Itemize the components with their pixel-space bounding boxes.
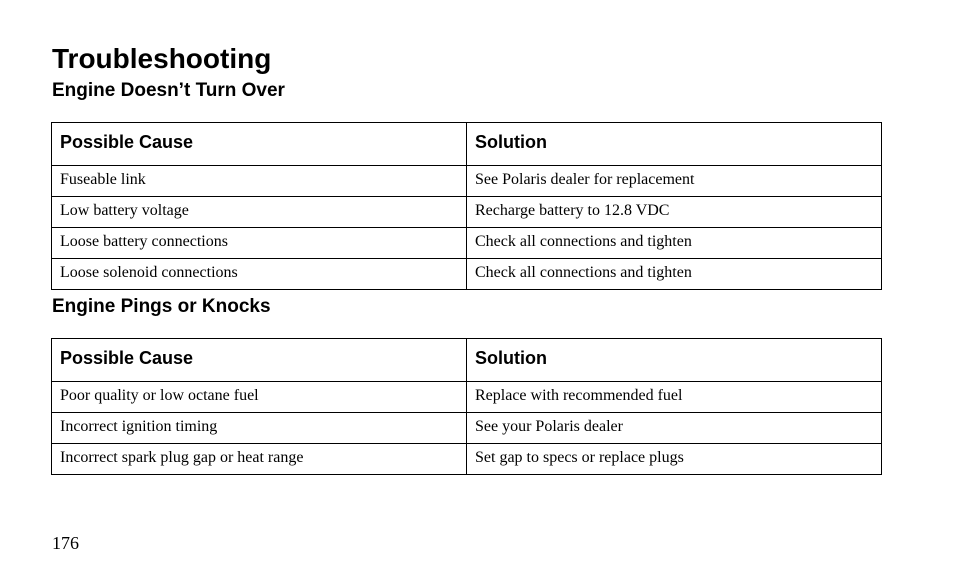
cause-cell: Fuseable link	[52, 166, 467, 197]
table-header-row	[52, 123, 882, 166]
solution-cell: Check all connections and tighten	[467, 259, 882, 290]
column-header-possible-cause: Possible Cause	[52, 339, 467, 382]
column-header-solution: Solution	[467, 339, 882, 382]
table-row	[52, 413, 882, 444]
solution-cell: Check all connections and tighten	[467, 228, 882, 259]
table-row	[52, 197, 882, 228]
solution-cell: Set gap to specs or replace plugs	[467, 444, 882, 475]
table-row	[52, 382, 882, 413]
cause-cell: Poor quality or low octane fuel	[52, 382, 467, 413]
cause-cell: Loose solenoid connections	[52, 259, 467, 290]
solution-cell: See your Polaris dealer	[467, 413, 882, 444]
table-row	[52, 166, 882, 197]
solution-cell: Recharge battery to 12.8 VDC	[467, 197, 882, 228]
section-heading-engine-pings-or-knocks: Engine Pings or Knocks	[52, 296, 271, 317]
cause-cell: Incorrect spark plug gap or heat range	[52, 444, 467, 475]
cause-cell: Low battery voltage	[52, 197, 467, 228]
troubleshooting-table-engine-doesnt-turn-over	[51, 122, 882, 290]
page-title: Troubleshooting	[52, 43, 272, 74]
solution-cell: Replace with recommended fuel	[467, 382, 882, 413]
table-header-row	[52, 339, 882, 382]
cause-cell: Loose battery connections	[52, 228, 467, 259]
cause-cell: Incorrect ignition timing	[52, 413, 467, 444]
troubleshooting-table-engine-pings-or-knocks	[51, 338, 882, 475]
table-row	[52, 444, 882, 475]
column-header-solution: Solution	[467, 123, 882, 166]
table-row	[52, 228, 882, 259]
table-row	[52, 259, 882, 290]
solution-cell: See Polaris dealer for replacement	[467, 166, 882, 197]
column-header-possible-cause: Possible Cause	[52, 123, 467, 166]
section-heading-engine-doesnt-turn-over: Engine Doesn’t Turn Over	[52, 80, 285, 101]
page-number: 176	[52, 533, 79, 553]
